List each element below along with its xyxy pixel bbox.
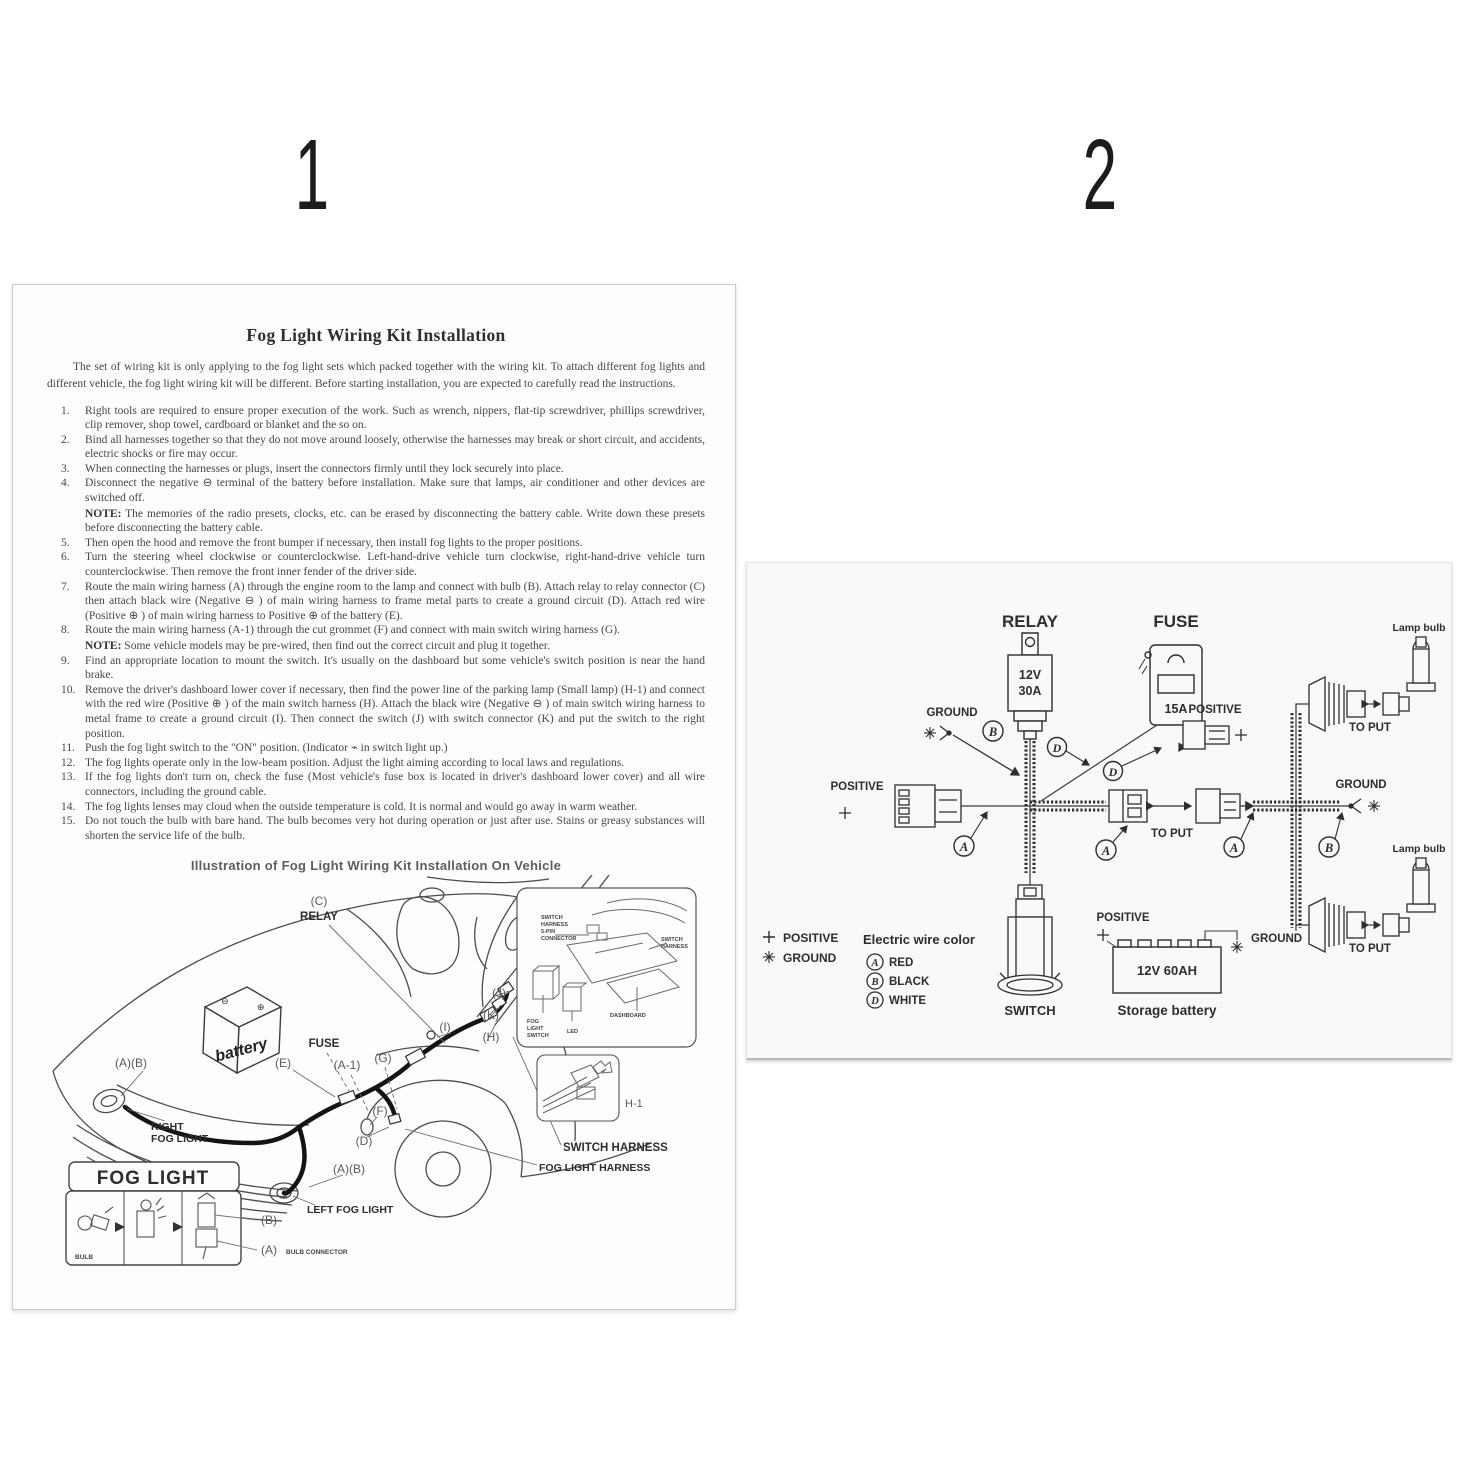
fogbox-b-callout: (B)	[261, 1213, 277, 1228]
right-ground	[1335, 779, 1386, 813]
instruction-step	[61, 741, 705, 756]
svg-text:TO PUT: TO PUT	[1151, 828, 1193, 840]
svg-text:WHITE: WHITE	[889, 995, 927, 1007]
page-number-1: 1	[294, 119, 330, 231]
svg-text:FOG: FOG	[527, 1019, 539, 1026]
step-number: 13.	[61, 771, 76, 784]
step-text-body: Route the main wiring harness (A) through the engine room to the lamp and connect with bulb (B). Attach relay to relay connector (C) then attach black wire (Negative ⊖ ) of main wiring harness to frame metal parts to create a ground circuit (D). Attach red wire (Positive ⊕ ) of main wiring harness to Positive ⊕ of the battery (E).	[85, 580, 705, 622]
svg-text:(D): (D)	[355, 1134, 373, 1149]
svg-text:D: D	[871, 996, 879, 1007]
illustration-title: Illustration of Fog Light Wiring Kit Installation On Vehicle	[190, 858, 562, 874]
svg-text:POSITIVE: POSITIVE	[830, 781, 884, 793]
step-note	[85, 639, 705, 654]
step-note	[85, 507, 705, 536]
svg-text:LEFT FOG LIGHT: LEFT FOG LIGHT	[307, 1204, 394, 1217]
svg-text:POSITIVE: POSITIVE	[783, 931, 839, 945]
fuse	[1041, 612, 1202, 801]
svg-text:RED: RED	[889, 957, 914, 969]
svg-text:(A)(B): (A)(B)	[333, 1162, 365, 1177]
note-label: NOTE:	[85, 507, 122, 520]
svg-text:D: D	[1108, 765, 1118, 779]
instruction-list	[61, 404, 705, 844]
wiring-diagram	[747, 563, 1453, 1061]
step-text	[85, 404, 705, 433]
step-text-body: Route the main wiring harness (A-1) through the cut grommet (F) and connect with main switch wiring harness (G).	[85, 624, 620, 637]
fog-light-box	[66, 1162, 348, 1265]
svg-text:GROUND: GROUND	[783, 951, 837, 965]
step-text-body: The fog lights lenses may cloud when the outside temperature is cold. It is normal and would go away in warm weather.	[85, 800, 638, 813]
svg-text:A: A	[959, 840, 969, 854]
instruction-step	[61, 770, 705, 799]
step-number: 4.	[61, 477, 70, 490]
page-title: Fog Light Wiring Kit Installation	[246, 325, 506, 345]
step-text-body: Disconnect the negative ⊖ terminal of the battery before installation. Make sure that lamps, air conditioner and other devices are switched off.	[85, 477, 705, 505]
svg-text:15A: 15A	[1164, 702, 1188, 716]
legend	[763, 931, 975, 1008]
relay	[1002, 612, 1059, 739]
svg-text:FUSE: FUSE	[1153, 612, 1199, 631]
step-text-body: Do not touch the bulb with bare hand. The bulb becomes very hot during operation or just after use. Stains or greasy substances will shorten the service life of the bulb.	[85, 815, 705, 842]
bulb-connector-label: BULB CONNECTOR	[286, 1249, 348, 1257]
step-text	[85, 741, 705, 756]
svg-text:RIGHT: RIGHT	[151, 1121, 184, 1134]
svg-text:(J): (J)	[492, 986, 506, 1001]
svg-text:12V 60AH: 12V 60AH	[1137, 963, 1197, 978]
svg-text:Lamp bulb: Lamp bulb	[1392, 843, 1446, 855]
svg-text:B: B	[988, 725, 998, 739]
vehicle-illustration	[47, 875, 731, 1285]
step-text-body: Remove the driver's dashboard lower cover if necessary, then find the power line of the parking lamp (Small lamp) (H-1) and connect with the red wire (Positive ⊕ ) of the main switch harness (H). Attach the black wire (Negative ⊖ ) of main switch wiring harness to metal frame to create a ground circuit (I). Then connect the switch (J) with switch connector (K) and put the switch to the right position.	[85, 683, 705, 740]
svg-text:A: A	[871, 958, 879, 969]
svg-text:(I): (I)	[439, 1020, 451, 1035]
svg-text:Lamp bulb: Lamp bulb	[1392, 622, 1446, 634]
svg-text:DASHBOARD: DASHBOARD	[610, 1013, 646, 1020]
fogbox-a-callout: (A)	[261, 1243, 277, 1258]
svg-text:5-PIN: 5-PIN	[541, 929, 556, 936]
note-text: Some vehicle models may be pre-wired, then find out the correct circuit and plug it together.	[121, 640, 550, 652]
step-text	[85, 433, 705, 462]
svg-text:POSITIVE: POSITIVE	[1188, 704, 1242, 716]
svg-text:HARNESS: HARNESS	[661, 944, 688, 951]
instruction-step	[61, 800, 705, 815]
step-number: 6.	[61, 551, 70, 564]
step-text	[85, 770, 705, 799]
instruction-step	[61, 814, 705, 843]
step-text	[85, 462, 705, 477]
svg-text:SWITCH HARNESS: SWITCH HARNESS	[563, 1142, 668, 1155]
svg-text:(G): (G)	[374, 1051, 392, 1066]
svg-text:D: D	[1052, 741, 1062, 755]
svg-text:SWITCH: SWITCH	[661, 937, 683, 944]
wiring-diagram-page	[746, 562, 1452, 1060]
instruction-step	[61, 580, 705, 624]
battery-neg-symbol: ⊖	[221, 996, 229, 1007]
bottom-lamp-assembly	[1309, 843, 1446, 955]
step-text-body: When connecting the harnesses or plugs, insert the connectors firmly until they lock securely into place.	[85, 462, 564, 475]
svg-text:LIGHT: LIGHT	[527, 1026, 544, 1033]
instruction-step	[61, 623, 705, 653]
step-number: 3.	[61, 462, 70, 475]
h1-inset	[537, 1055, 619, 1121]
step-text-body: Bind all harnesses together so that they do not move around loosely, otherwise the harnesses may break or short circuit, and accidents, electric shocks or fire may occur.	[85, 433, 705, 461]
instruction-step	[61, 683, 705, 741]
step-number: 12.	[61, 756, 76, 769]
bulb-label: BULB	[75, 1254, 94, 1262]
svg-text:B: B	[871, 977, 879, 988]
instruction-step	[61, 462, 705, 477]
instruction-step	[61, 550, 705, 579]
svg-text:SWITCH: SWITCH	[541, 915, 563, 922]
step-text-body: Right tools are required to ensure proper execution of the work. Such as wrench, nippers, flat-tip screwdriver, phillips screwdriver, clip remover, shop towel, cardboard or blanket and the so on.	[85, 404, 705, 432]
step-text	[85, 536, 705, 551]
instruction-step	[61, 536, 705, 551]
svg-text:CONNECTOR: CONNECTOR	[541, 936, 577, 943]
fog-light-box-title: FOG LIGHT	[96, 1168, 210, 1190]
step-text-body: Push the fog light switch to the "ON" position. (Indicator ⌁ in switch light up.)	[85, 742, 448, 755]
step-text	[85, 580, 705, 624]
instruction-step	[61, 433, 705, 462]
step-number: 7.	[61, 580, 70, 593]
svg-text:SWITCH: SWITCH	[1004, 1003, 1056, 1018]
top-lamp-assembly	[1309, 622, 1446, 734]
step-text-body: Then open the hood and remove the front bumper if necessary, then install fog lights to the proper positions.	[85, 536, 583, 549]
step-text	[85, 756, 705, 771]
intro-paragraph: The set of wiring kit is only applying to the fog light sets which packed together with the wiring kit. To attach different fog lights and different vehicle, the fog light wiring kit will be different. Before starting installation, you are expected to carefully read the instructions.	[47, 361, 705, 391]
instruction-sheet-page	[12, 284, 736, 1310]
step-text	[85, 800, 705, 815]
svg-text:Electric wire color: Electric wire color	[863, 932, 975, 947]
step-number: 15.	[61, 815, 76, 828]
battery-label: battery	[213, 1035, 270, 1066]
relay-ground	[924, 707, 1019, 775]
step-number: 14.	[61, 800, 76, 813]
instruction-step	[61, 654, 705, 683]
svg-text:(C): (C)	[310, 894, 328, 909]
svg-text:SWITCH: SWITCH	[527, 1033, 549, 1040]
svg-text:H-1: H-1	[625, 1098, 643, 1111]
dashboard-inset	[517, 888, 696, 1047]
switch	[998, 885, 1062, 1018]
svg-text:GROUND: GROUND	[1335, 779, 1387, 791]
step-text	[85, 550, 705, 579]
instruction-step	[61, 404, 705, 433]
note-label: NOTE:	[85, 640, 122, 652]
step-text-body: The fog lights operate only in the low-beam position. Adjust the light aiming according to local laws and regulations.	[85, 756, 625, 769]
svg-text:12V: 12V	[1018, 668, 1042, 682]
svg-text:FUSE: FUSE	[308, 1038, 340, 1051]
svg-text:RELAY: RELAY	[1001, 612, 1059, 631]
step-text	[85, 654, 705, 683]
step-text	[85, 476, 705, 535]
fuse-positive-connector	[1183, 704, 1247, 749]
battery-box	[203, 987, 281, 1073]
svg-text:GROUND: GROUND	[1251, 933, 1303, 945]
svg-text:30A: 30A	[1018, 684, 1042, 698]
step-number: 9.	[61, 654, 70, 667]
svg-text:(A-1): (A-1)	[333, 1058, 361, 1073]
left-positive-connector	[830, 781, 961, 827]
svg-text:(A)(B): (A)(B)	[115, 1056, 147, 1071]
step-number: 1.	[61, 404, 70, 417]
battery-pos-symbol: ⊕	[257, 1002, 265, 1013]
svg-text:HARNESS: HARNESS	[541, 922, 568, 929]
svg-text:TO PUT: TO PUT	[1349, 943, 1391, 955]
instruction-step	[61, 476, 705, 535]
instruction-step	[61, 756, 705, 771]
step-text	[85, 623, 705, 653]
step-number: 2.	[61, 433, 70, 446]
svg-text:(E): (E)	[275, 1056, 291, 1071]
step-number: 5.	[61, 536, 70, 549]
svg-text:TO PUT: TO PUT	[1349, 722, 1391, 734]
svg-text:Storage battery: Storage battery	[1117, 1003, 1217, 1018]
step-text	[85, 814, 705, 843]
svg-text:FOG LIGHT HARNESS: FOG LIGHT HARNESS	[539, 1162, 651, 1175]
wire-color-callouts	[954, 812, 1342, 860]
svg-text:(F): (F)	[372, 1104, 388, 1119]
svg-text:(H): (H)	[482, 1030, 500, 1045]
svg-text:RELAY: RELAY	[300, 911, 338, 924]
svg-text:LED: LED	[567, 1029, 578, 1036]
svg-text:BLACK: BLACK	[889, 976, 930, 988]
step-number: 8.	[61, 624, 70, 637]
svg-text:GROUND: GROUND	[926, 707, 978, 719]
step-text	[85, 683, 705, 741]
step-text-body: Turn the steering wheel clockwise or counterclockwise. Left-hand-drive vehicle turn clockwise, right-hand-drive vehicle turn counterclockwise. Then remove the front inner fender of the driver side.	[85, 551, 705, 579]
svg-text:(K): (K)	[483, 1008, 499, 1023]
svg-text:POSITIVE: POSITIVE	[1096, 912, 1150, 924]
middle-connector-pair	[1109, 789, 1240, 840]
svg-text:B: B	[1324, 841, 1334, 855]
step-text-body: Find an appropriate location to mount the switch. It's usually on the dashboard but some vehicle's switch position is near the hand brake.	[85, 654, 705, 682]
storage-battery	[1096, 912, 1302, 1018]
step-number: 11.	[61, 742, 75, 755]
step-text-body: If the fog lights don't turn on, check the fuse (Most vehicle's fuse box is located in driver's dashboard lower cover) and all wire connectors, including the ground cable.	[85, 771, 705, 798]
svg-text:A: A	[1101, 844, 1111, 858]
page-number-2: 2	[1082, 119, 1118, 231]
note-text: The memories of the radio presets, clocks, etc. can be erased by disconnecting the battery cable. Write down these presets before disconnecting the battery cable.	[85, 507, 705, 535]
svg-text:FOG LIGHT: FOG LIGHT	[151, 1133, 209, 1146]
step-number: 10.	[61, 683, 76, 696]
svg-text:A: A	[1229, 841, 1239, 855]
